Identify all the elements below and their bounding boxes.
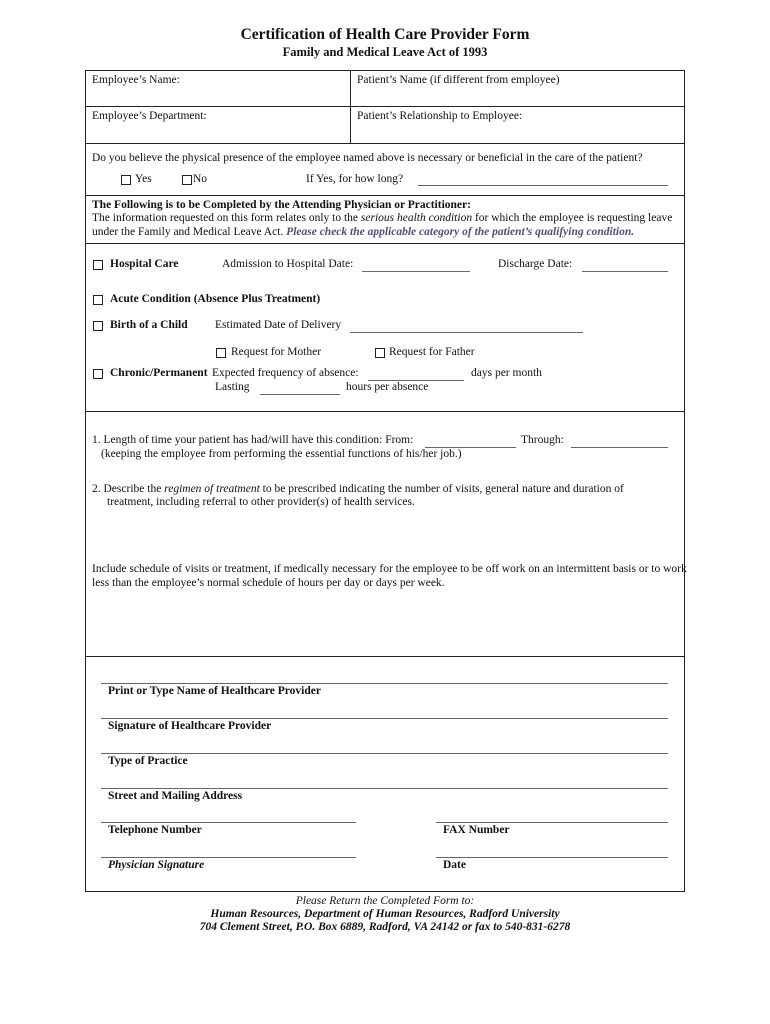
provider-signature-line[interactable]: [101, 718, 668, 719]
form-subtitle: Family and Medical Leave Act of 1993: [282, 45, 488, 59]
divider: [85, 243, 685, 244]
employee-department-field[interactable]: Employee’s Department:: [92, 110, 207, 122]
schedule-text-1: Include schedule of visits or treatment, if medically necessary for the employee to be off work on an intermittent basis or to work: [92, 563, 687, 575]
discharge-date-line[interactable]: [582, 271, 668, 272]
date-line[interactable]: [436, 857, 668, 858]
practice-type-line[interactable]: [101, 753, 668, 754]
through-label: Through:: [521, 434, 564, 446]
divider: [85, 411, 685, 412]
estimated-delivery-line[interactable]: [350, 332, 583, 333]
hours-per-absence-label: hours per absence: [346, 381, 429, 393]
presence-question: Do you believe the physical presence of the employee named above is necessary or beneficial in the care of the patient?: [92, 152, 643, 164]
provider-signature-label: Signature of Healthcare Provider: [108, 720, 272, 732]
telephone-label: Telephone Number: [108, 824, 202, 836]
yes-label: Yes: [135, 173, 152, 185]
address-label: Street and Mailing Address: [108, 790, 243, 802]
lasting-label: Lasting: [215, 381, 250, 393]
form-title: Certification of Health Care Provider Form: [240, 26, 530, 43]
chronic-label: Chronic/Permanent: [110, 367, 208, 379]
discharge-date-label: Discharge Date:: [498, 258, 573, 270]
days-per-month-label: days per month: [471, 367, 542, 379]
physician-signature-label: Physician Signature: [108, 859, 205, 871]
acute-condition-label: Acute Condition (Absence Plus Treatment): [110, 293, 321, 305]
patient-name-field[interactable]: Patient’s Name (if different from employee): [357, 74, 560, 86]
telephone-line[interactable]: [101, 822, 356, 823]
expected-frequency-label: Expected frequency of absence:: [212, 367, 359, 379]
address-line[interactable]: [101, 788, 668, 789]
provider-name-line[interactable]: [101, 683, 668, 684]
request-mother-checkbox[interactable]: [216, 348, 226, 358]
practice-type-label: Type of Practice: [108, 755, 188, 767]
q1-subtext: (keeping the employee from performing the essential functions of his/her job.): [101, 448, 462, 460]
intro-text: The information requested on this form relates only to the: [92, 212, 359, 224]
divider: [85, 106, 685, 107]
request-mother-label: Request for Mother: [231, 346, 322, 358]
schedule-text-2: less than the employee’s normal schedule of hours per day or days per week.: [92, 577, 445, 589]
q2-rest: to be prescribed indicating the number of visits, general nature and duration of: [262, 483, 624, 495]
physician-heading: The Following is to be Completed by the Attending Physician or Practitioner:: [92, 199, 471, 211]
date-label: Date: [443, 859, 466, 871]
yes-checkbox[interactable]: [121, 175, 131, 185]
estimated-delivery-label: Estimated Date of Delivery: [215, 319, 342, 331]
return-instructions: Please Return the Completed Form to:: [295, 895, 475, 907]
no-checkbox[interactable]: [182, 175, 192, 185]
fax-label: FAX Number: [443, 824, 510, 836]
acute-condition-checkbox[interactable]: [93, 295, 103, 305]
form-frame: [85, 70, 685, 892]
birth-of-child-checkbox[interactable]: [93, 321, 103, 331]
divider: [85, 656, 685, 657]
intro-text: under the Family and Medical Leave Act.: [92, 226, 284, 238]
how-long-label: If Yes, for how long?: [306, 173, 404, 185]
q1-text: 1. Length of time your patient has had/will have this condition: From:: [92, 434, 414, 446]
intro-text: for which the employee is requesting leave: [474, 212, 673, 224]
no-label: No: [193, 173, 208, 185]
provider-name-label: Print or Type Name of Healthcare Provider: [108, 685, 321, 697]
return-address: 704 Clement Street, P.O. Box 6889, Radford, VA 24142 or fax to 540-831-6278: [199, 921, 571, 933]
return-organization: Human Resources, Department of Human Resources, Radford University: [210, 908, 560, 920]
patient-relationship-field[interactable]: Patient’s Relationship to Employee:: [357, 110, 523, 122]
through-date-line[interactable]: [571, 447, 668, 448]
physician-intro-line2: [92, 226, 634, 238]
q2-emphasis: regimen of treatment: [164, 483, 260, 495]
intro-emphasis: serious health condition: [360, 212, 473, 224]
chronic-checkbox[interactable]: [93, 369, 103, 379]
divider: [85, 143, 685, 144]
q2-text: [92, 483, 624, 495]
hospital-care-checkbox[interactable]: [93, 260, 103, 270]
how-long-line[interactable]: [418, 185, 668, 186]
lasting-line[interactable]: [260, 394, 340, 395]
request-father-checkbox[interactable]: [375, 348, 385, 358]
q2-subtext: treatment, including referral to other provider(s) of health services.: [107, 496, 415, 508]
fax-line[interactable]: [436, 822, 668, 823]
hospital-care-label: Hospital Care: [110, 258, 179, 270]
birth-of-child-label: Birth of a Child: [110, 319, 188, 331]
column-divider: [350, 70, 351, 143]
divider: [85, 195, 685, 196]
admission-date-label: Admission to Hospital Date:: [222, 258, 354, 270]
employee-name-field[interactable]: Employee’s Name:: [92, 74, 180, 86]
request-father-label: Request for Father: [389, 346, 475, 358]
physician-intro-line1: [92, 212, 680, 224]
intro-note: Please check the applicable category of the patient’s qualifying condition.: [286, 226, 635, 238]
admission-date-line[interactable]: [362, 271, 470, 272]
physician-signature-line[interactable]: [101, 857, 356, 858]
q2-lead: 2. Describe the: [92, 483, 162, 495]
